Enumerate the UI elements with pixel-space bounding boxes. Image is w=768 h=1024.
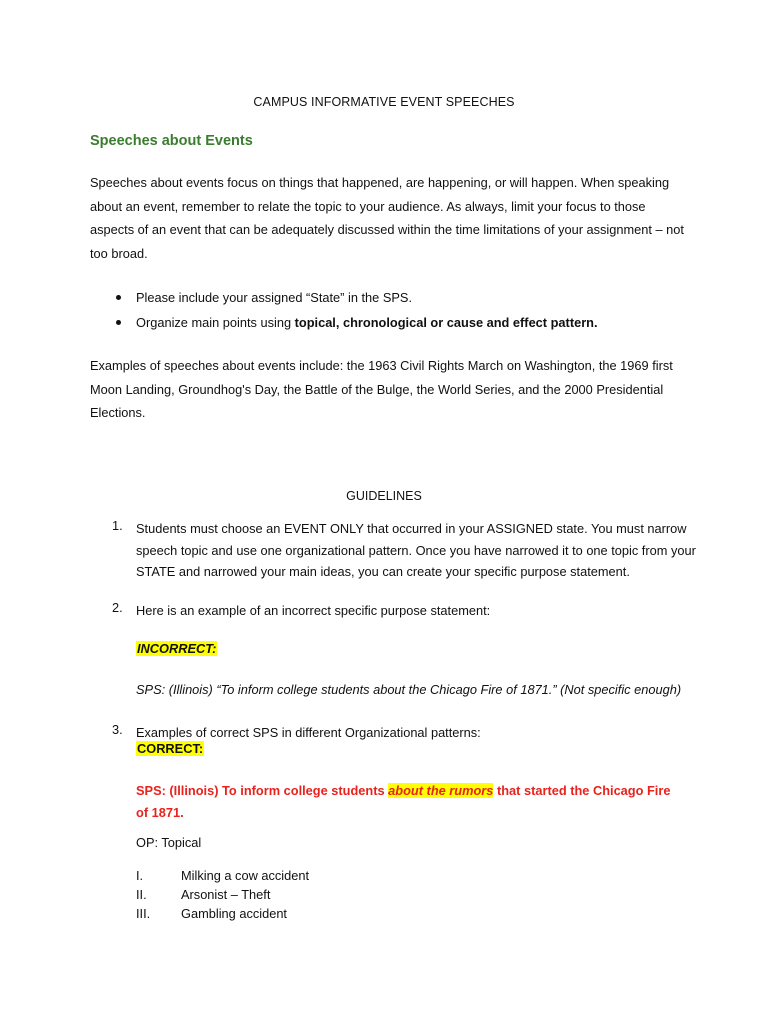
guideline-number: 2. [112, 600, 123, 615]
guideline-text: Here is an example of an incorrect specific purpose statement: [136, 603, 491, 618]
main-point-row [0, 906, 768, 924]
section-heading: Speeches about Events [90, 133, 253, 149]
op-label: OP: Topical [136, 835, 202, 850]
examples-paragraph: Examples of speeches about events include: the 1963 Civil Rights March on Washington, the 1969 first Moon Landing, Groundhog's Day, the Battle of the Bulge, the World Series, and the 2000 Presidential Elections. [90, 358, 673, 420]
guideline-item [0, 518, 768, 588]
guideline-item [0, 722, 768, 746]
guideline-text: Examples of correct SPS in different Organizational patterns: [136, 725, 481, 740]
main-point-text: Gambling accident [181, 906, 287, 921]
correct-sps-before: SPS: (Illinois) To inform college students [136, 783, 389, 798]
bullet-icon [116, 295, 121, 300]
correct-highlight: CORRECT: [137, 741, 204, 756]
bullet-text-bold: topical, chronological or cause and effect pattern. [294, 315, 598, 330]
main-point-row [0, 887, 768, 905]
correct-sps-after: that started the Chicago Fire of 1871. [136, 783, 671, 820]
guideline-number: 3. [112, 722, 123, 737]
guideline-number: 1. [112, 518, 123, 533]
incorrect-sps: SPS: (Illinois) “To inform college students about the Chicago Fire of 1871.” (Not specific enough) [136, 682, 682, 697]
main-point-row [0, 868, 768, 886]
incorrect-highlight: INCORRECT: [137, 641, 217, 656]
incorrect-label [136, 641, 217, 656]
main-point-text: Milking a cow accident [181, 868, 310, 883]
correct-sps-highlight: about the rumors [388, 783, 494, 798]
bullet-text [136, 315, 598, 330]
document-title: CAMPUS INFORMATIVE EVENT SPEECHES [253, 95, 515, 109]
main-point-number: I. [136, 868, 144, 883]
bullet-text-regular: Organize main points using [136, 315, 295, 330]
main-point-number: III. [136, 906, 151, 921]
guidelines-heading: GUIDELINES [346, 489, 422, 503]
intro-paragraph: Speeches about events focus on things that happened, are happening, or will happen. When speaking about an event, remember to relate the topic to your audience. As always, limit your focus to those aspects of an event that can be adequately discussed within the time limitations of your assignment – not too broad. [90, 175, 684, 261]
bullet-text: Please include your assigned “State” in the SPS. [136, 290, 413, 305]
guideline-item [0, 600, 768, 624]
correct-label [136, 741, 204, 756]
bullet-icon [116, 320, 121, 325]
guideline-text: Students must choose an EVENT ONLY that occurred in your ASSIGNED state. You must narrow speech topic and use one organizational pattern. Once you have narrowed it to one topic from your STATE and narrowed your main ideas, you can create your specific purpose statement. [136, 521, 696, 579]
main-point-number: II. [136, 887, 147, 902]
correct-sps [136, 780, 676, 823]
main-point-text: Arsonist – Theft [181, 887, 271, 902]
